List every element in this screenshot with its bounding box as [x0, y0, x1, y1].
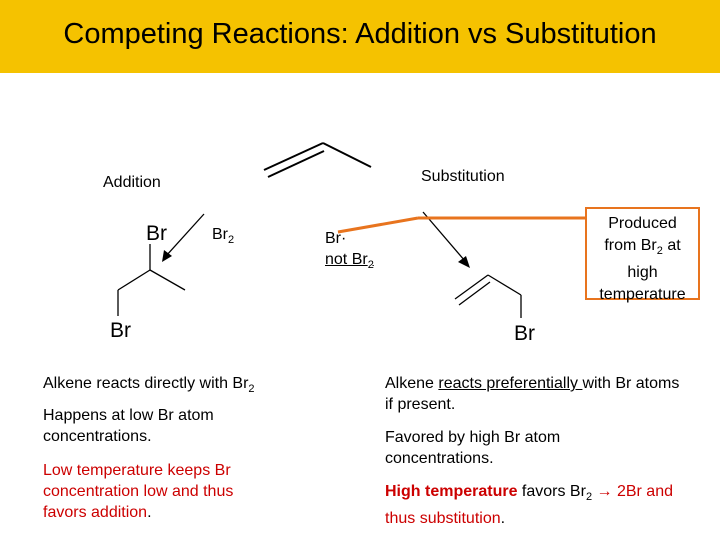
callout-line1: Produced [608, 215, 677, 232]
addition-product-structure [118, 244, 185, 316]
right-para-3: High temperature favors $Br_2 \to 2Br$ and thus substitution. [385, 483, 673, 528]
callout-connector [338, 218, 585, 232]
substitution-arrowhead [458, 256, 470, 268]
callout-line4: temperature [599, 286, 686, 304]
slide-title: Competing Reactions: Addition vs Substitution [63, 18, 657, 50]
propene-structure [264, 143, 371, 177]
substitution-product-structure [455, 275, 521, 318]
left-para-3: Low temperature keeps Br concentration low and thus favors addition. [43, 462, 234, 521]
br2-label: $Br_2$ [212, 226, 235, 247]
right-para-1: Alkene reacts preferentially with Br atoms if present. [385, 375, 680, 413]
substitution-label: Substitution [421, 168, 505, 185]
br-radical-label: Br· [325, 230, 347, 247]
left-para-1: Alkene reacts directly with $Br_2$ [43, 375, 255, 396]
not-br2-label: not $Br_2$ [325, 251, 374, 272]
addition-label: Addition [103, 174, 161, 191]
right-para-2: Favored by high Br atom concentrations. [385, 429, 561, 467]
left-para-2: Happens at low Br atom concentrations. [43, 407, 214, 445]
callout-box [585, 207, 700, 304]
callout-line2: from $Br_2$ at [604, 237, 681, 258]
addition-arrow [166, 214, 204, 256]
callout-line3: high [627, 264, 658, 282]
br-bottom-right-label: Br [514, 322, 535, 345]
arrow-icon: → [592, 483, 617, 500]
br-bottom-left-label: Br [110, 319, 131, 342]
br-top-label: Br [146, 222, 167, 245]
